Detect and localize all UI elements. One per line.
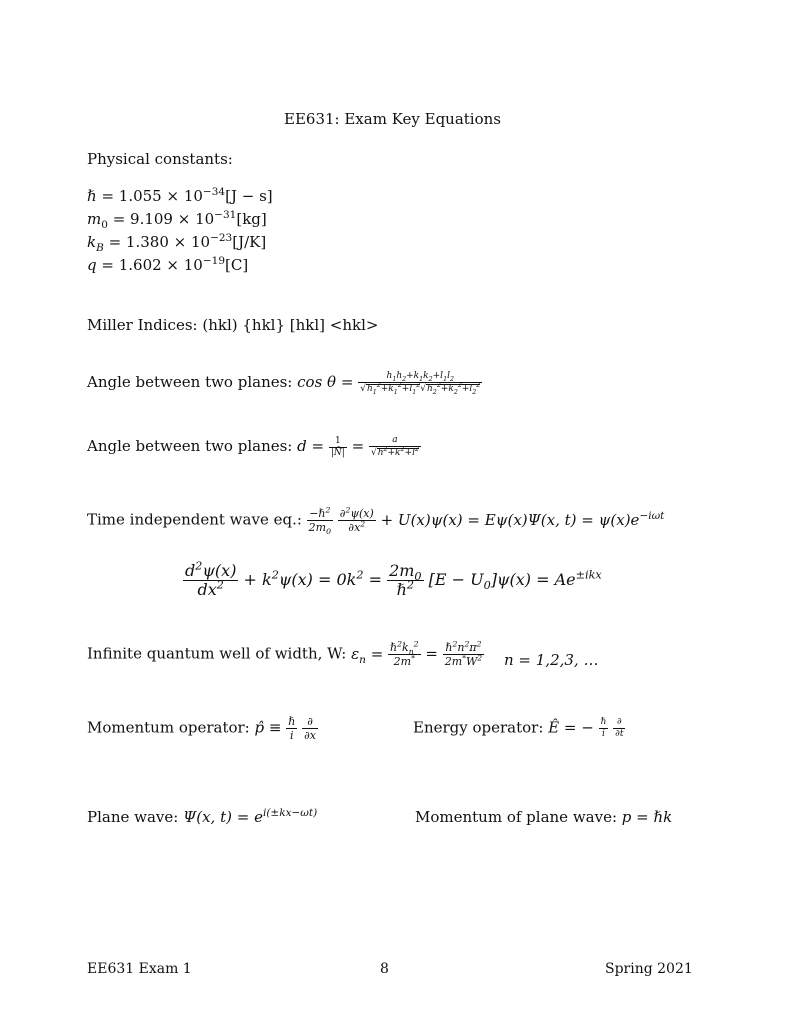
page-number: 8 [380,961,389,977]
angle-between-planes-cos: Angle between two planes: cos θ = $\frac{h_1h_2+k_1k_2+l_1l_2}{√h_1^2+k_1^2+l_1^2√h_2^2+k_2^2+l_2^2}$ [87,371,481,396]
distance-between-planes: Angle between two planes: d = $\frac{1}{|N̄|}$ = $\frac{a}{√h^2+k^2+l^2}$ [87,435,419,458]
constant-kb: $k_B = 1.380 \times 10^{-23}[J/K]$ [87,232,267,254]
quantum-number-values: n = 1,2,3, … [504,651,599,669]
constant-q: $q = 1.602 \times 10^{-19}[C]$ [87,255,249,274]
constant-m0: $m_0 = 9.109 \times 10^{-31}[kg]$ [87,209,267,231]
cos-fraction: $\frac{h_1h_2+k_1k_2+l_1l_2}{√h_1^2+k_1^2+l_1^2√h_2^2+k_2^2+l_2^2}$ [360,371,481,396]
time-independent-wave-eq: Time independent wave eq.: $\frac{-\hbar^2}{2m_0}$ $\frac{\partial^2\psi(x)}{\partial x^2}$ + U(x)ψ(x) = Eψ(x)Ψ(x, $t) = \psi(x)e^{-i\omega t}$ [87,505,665,537]
momentum-operator: Momentum operator: p̂ ≡ $\frac{\text{ℏ}}{i}$ $\frac{\partial}{\partial x}$ [87,715,317,742]
energy-operator: Energy operator: Ê = − $\frac{\text{ℏ}}{i}$ $\frac{\partial}{\partial t}$ [413,717,624,739]
schrodinger-second-derivative: $\frac{d^2\psi(x)}{dx^2}$ + $k^2\psi(x) = 0k^2$ = $\frac{2m_0}{\hbar^2}$ $[E - U_0]\psi(x) = Ae^{\pm ikx}$ [185,559,602,599]
physical-constants-heading: Physical constants: [87,150,233,168]
footer-left: EE631 Exam 1 [87,961,192,977]
page-title: EE631: Exam Key Equations [284,110,501,128]
miller-indices: Miller Indices: (hkl) {hkl} [hkl] <hkl> [87,316,379,334]
plane-wave-momentum: Momentum of plane wave: p = ℏk [415,808,673,826]
footer-right: Spring 2021 [605,961,693,977]
infinite-quantum-well: Infinite quantum well of width, W: $\varepsilon_n$ = $\frac{\hbar^2k_n^2}{2m^*}$ = $\frac{\hbar^2n^2\pi^2}{2m^*W^2}$ [87,639,483,668]
plane-wave: Plane wave: Ψ(x, $t) = e^{i(\pm kx-\omega t)}$ [87,807,318,826]
constant-hbar: ℏ = $1.055 \times 10^{-34}[J - s]$ [87,186,273,205]
